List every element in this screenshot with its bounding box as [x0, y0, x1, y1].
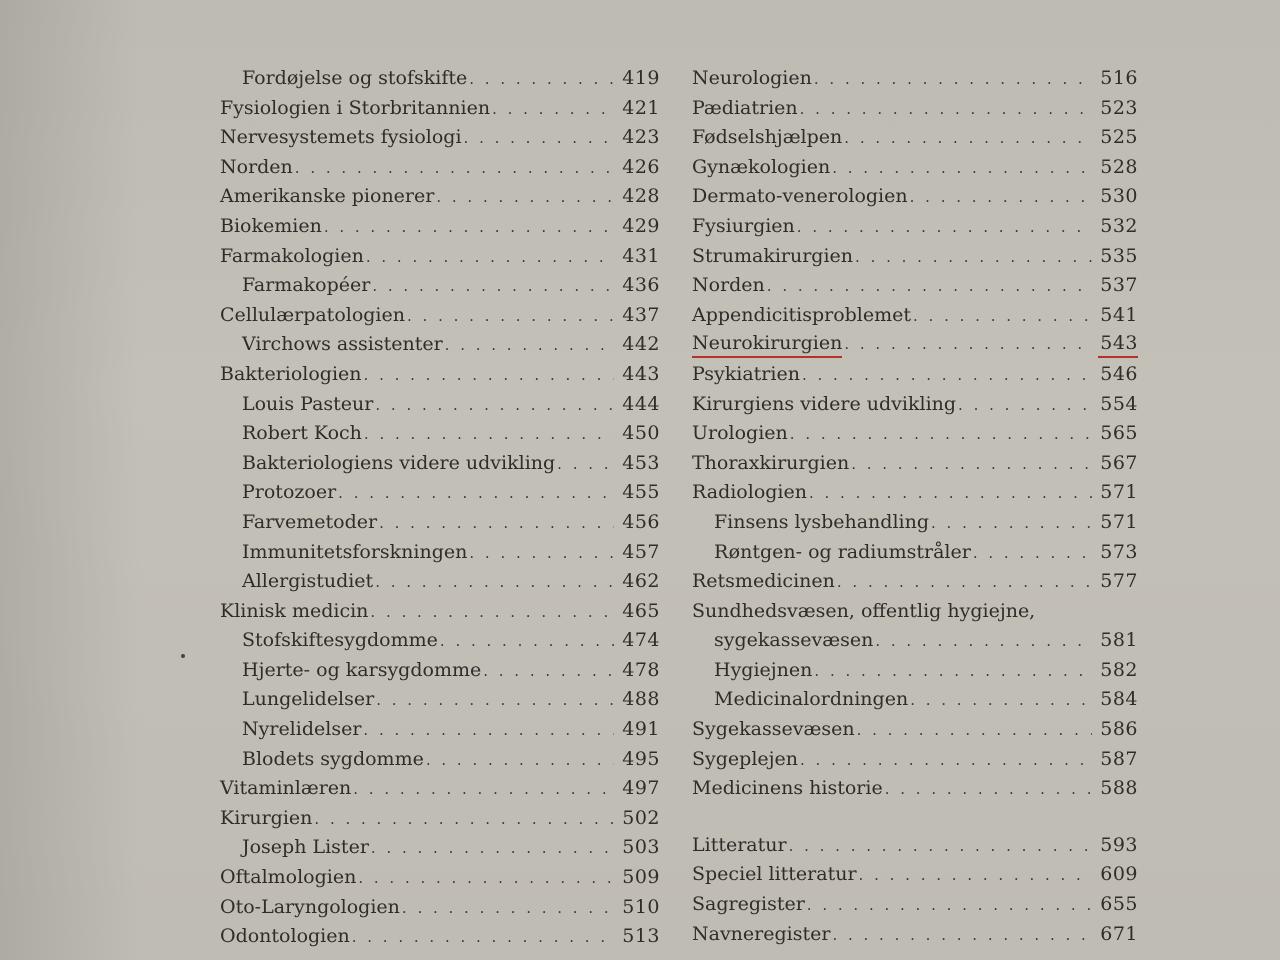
- dot-leader: [483, 657, 614, 687]
- toc-entry-page: 437: [622, 303, 660, 326]
- toc-entry-page: 431: [622, 244, 660, 267]
- dot-leader: [958, 391, 1092, 421]
- toc-entry-page: 491: [622, 718, 660, 741]
- toc-entry-page: 513: [622, 925, 660, 948]
- toc-entry-page: 455: [622, 481, 660, 504]
- toc-entry-page: 671: [1100, 922, 1138, 945]
- toc-entry-title: Stofskiftesygdomme: [242, 629, 438, 652]
- dot-leader: [844, 124, 1092, 154]
- toc-entry-page: 442: [622, 333, 660, 356]
- toc-entry-title: Hygiejnen: [714, 658, 813, 681]
- toc-entry-title: Retsmedicinen: [692, 570, 835, 593]
- dot-leader: [844, 330, 1092, 360]
- toc-entry: [692, 745, 1138, 775]
- toc-entry-page: 587: [1100, 747, 1138, 770]
- toc-entry-page: 593: [1100, 833, 1138, 856]
- toc-entry-title: Farmakologien: [220, 244, 364, 267]
- toc-entry: [220, 242, 660, 272]
- toc-entry-title: Nervesystemets fysiologi: [220, 126, 462, 149]
- dot-leader: [375, 568, 614, 598]
- toc-entry: [692, 920, 1138, 950]
- dot-leader: [464, 124, 614, 154]
- toc-entry: [220, 153, 660, 183]
- dot-leader: [814, 657, 1092, 687]
- toc-entry: [220, 271, 660, 301]
- toc-entry-page: 571: [1100, 510, 1138, 533]
- toc-entry: [692, 890, 1138, 920]
- dot-leader: [372, 272, 614, 302]
- toc-entry-page: 567: [1100, 451, 1138, 474]
- toc-entry-title: Bakteriologien: [220, 362, 362, 385]
- toc-entry: [220, 567, 660, 597]
- toc-entry: [220, 301, 660, 331]
- toc-entry-title: Thoraxkirurgien: [692, 451, 850, 474]
- toc-entry-title: Amerikanske pionerer: [220, 185, 435, 208]
- dot-leader: [832, 921, 1092, 951]
- dot-leader: [469, 539, 614, 569]
- toc-entry: [220, 360, 660, 390]
- toc-entry-title: Neurokirurgien: [692, 331, 842, 358]
- toc-entry-page: 465: [622, 599, 660, 622]
- toc-entry: [220, 419, 660, 449]
- toc-entry: [692, 271, 1138, 301]
- toc-entry-page: 577: [1100, 570, 1138, 593]
- toc-entry-title: Joseph Lister: [242, 836, 369, 859]
- toc-entry-title: Dermato-venerologien: [692, 185, 908, 208]
- toc-entry-page: 584: [1100, 688, 1138, 711]
- dot-leader: [859, 861, 1092, 891]
- toc-entry-title: Protozoer: [242, 481, 337, 504]
- dot-leader: [557, 450, 614, 480]
- dot-leader: [295, 154, 614, 184]
- toc-entry: [220, 804, 660, 834]
- dot-leader: [492, 95, 614, 125]
- toc-entry-page: 421: [622, 96, 660, 119]
- toc-entry-title: Psykiatrien: [692, 362, 800, 385]
- toc-entry-title: Farmakopéer: [242, 274, 371, 297]
- toc-entry-title: Strumakirurgien: [692, 244, 854, 267]
- dot-leader: [358, 864, 614, 894]
- dot-leader: [931, 509, 1092, 539]
- toc-entry-page: 537: [1100, 274, 1138, 297]
- dot-leader: [352, 923, 614, 953]
- toc-entry-title: Pædiatrien: [692, 96, 798, 119]
- toc-entry: [692, 685, 1138, 715]
- toc-entry-title: Urologien: [692, 422, 788, 445]
- toc-entry: [220, 94, 660, 124]
- toc-entry-title: Robert Koch: [242, 422, 362, 445]
- toc-entry-page: 497: [622, 777, 660, 800]
- toc-entry-page: 525: [1100, 126, 1138, 149]
- toc-entry: [220, 538, 660, 568]
- toc-entry-page: 581: [1100, 629, 1138, 652]
- toc-entry-title: Oto-Laryngologien: [220, 895, 400, 918]
- toc-entry-page: 457: [622, 540, 660, 563]
- toc-entry: [692, 567, 1138, 597]
- toc-entry-page: 532: [1100, 214, 1138, 237]
- toc-entry-title: Oftalmologien: [220, 866, 357, 889]
- toc-entry-title: Røntgen- og radiumstråler: [714, 540, 971, 563]
- toc-entry-page: 609: [1100, 863, 1138, 886]
- dot-leader: [371, 834, 614, 864]
- toc-entry: [692, 715, 1138, 745]
- toc-entry: [220, 922, 660, 952]
- toc-entry-page: 423: [622, 126, 660, 149]
- dot-leader: [402, 894, 614, 924]
- toc-entry: [692, 508, 1138, 538]
- toc-entry: [220, 449, 660, 479]
- toc-entry-page: 488: [622, 688, 660, 711]
- dot-leader: [363, 716, 614, 746]
- dot-leader: [375, 391, 614, 421]
- toc-entry-page: 419: [622, 67, 660, 89]
- toc-entry-title: Finsens lysbehandling: [714, 510, 930, 533]
- dot-leader: [370, 598, 614, 628]
- toc-entry-title: Medicinalordningen: [714, 688, 909, 711]
- dot-leader: [807, 891, 1092, 921]
- toc-entry-page: 474: [622, 629, 660, 652]
- toc-entry: [692, 656, 1138, 686]
- toc-entry-title: Bakteriologiens videre udvikling: [242, 451, 556, 474]
- toc-entry: [220, 123, 660, 153]
- toc-entry-page: 510: [622, 895, 660, 918]
- dot-leader: [885, 775, 1092, 805]
- toc-entry: [692, 301, 1138, 331]
- toc-entry-title: Norden: [692, 274, 765, 297]
- toc-entry-title: Neurologien: [692, 67, 812, 89]
- toc-entry-title: Blodets sygdomme: [242, 747, 424, 770]
- toc-entry: [692, 538, 1138, 568]
- dot-leader: [800, 746, 1092, 776]
- toc-entry-page: 453: [622, 451, 660, 474]
- dot-leader: [379, 509, 614, 539]
- toc-entry: [692, 64, 1138, 94]
- toc-entry: [220, 508, 660, 538]
- toc-entry: [220, 745, 660, 775]
- toc-entry-page: 456: [622, 510, 660, 533]
- toc-entry-page: 541: [1100, 303, 1138, 326]
- toc-entry-title: Hjerte- og karsygdomme: [242, 658, 482, 681]
- toc-entry-title: Allergistudiet: [242, 570, 374, 593]
- toc-entry-title: Sygekassevæsen: [692, 718, 855, 741]
- toc-entry-title: Farvemetoder: [242, 510, 378, 533]
- toc-entry: [692, 390, 1138, 420]
- toc-right-column: [692, 64, 1138, 949]
- toc-entry: [220, 478, 660, 508]
- toc-entry-page: 502: [622, 806, 660, 829]
- toc-entry-title: Vitaminlæren: [220, 777, 352, 800]
- dot-leader: [338, 479, 614, 509]
- toc-entry-title: Immunitetsforskningen: [242, 540, 468, 563]
- toc-entry-page: 530: [1100, 185, 1138, 208]
- toc-entry-page: 565: [1100, 422, 1138, 445]
- dot-leader: [364, 420, 614, 450]
- toc-entry-page: 462: [622, 570, 660, 593]
- toc-entry-title: sygekassevæsen: [714, 629, 874, 652]
- toc-entry-page: 428: [622, 185, 660, 208]
- toc-entry: [692, 153, 1138, 183]
- toc-entry-page: 546: [1100, 362, 1138, 385]
- toc-entry: [692, 242, 1138, 272]
- dot-leader: [855, 243, 1092, 273]
- toc-entry-title: Speciel litteratur: [692, 863, 857, 886]
- dot-leader: [800, 95, 1092, 125]
- dot-leader: [469, 65, 614, 95]
- dot-leader: [366, 243, 614, 273]
- dot-leader: [802, 361, 1092, 391]
- toc-entry: [220, 774, 660, 804]
- dot-leader: [809, 479, 1092, 509]
- toc-entry-page: 582: [1100, 658, 1138, 681]
- section-gap: [692, 804, 1138, 831]
- toc-entry: [692, 182, 1138, 212]
- toc-entry-page: 509: [622, 866, 660, 889]
- toc-entry: [220, 390, 660, 420]
- toc-entry-page: 655: [1100, 893, 1138, 916]
- toc-entry-title: Nyrelidelser: [242, 718, 362, 741]
- dot-leader: [910, 686, 1092, 716]
- dot-leader: [910, 183, 1092, 213]
- toc-entry: [692, 419, 1138, 449]
- dot-leader: [376, 686, 614, 716]
- dot-leader: [314, 805, 614, 835]
- dot-leader: [913, 302, 1092, 332]
- toc-entry: [692, 831, 1138, 861]
- toc-entry: [692, 449, 1138, 479]
- toc-entry-title: Fordøjelse og stofskifte: [242, 67, 468, 89]
- toc-entry-title: Louis Pasteur: [242, 392, 374, 415]
- toc-entry-title: Lungelidelser: [242, 688, 375, 711]
- toc-entry-page: 554: [1100, 392, 1138, 415]
- toc-entry-page: 503: [622, 836, 660, 859]
- toc-entry: [692, 774, 1138, 804]
- toc-entry: [220, 64, 660, 94]
- dot-leader: [790, 420, 1092, 450]
- dot-leader: [426, 746, 614, 776]
- toc-entry-page: 450: [622, 422, 660, 445]
- toc-entry: [692, 626, 1138, 656]
- dot-leader: [832, 154, 1092, 184]
- dot-leader: [407, 302, 614, 332]
- toc-entry-title: Sundhedsvæsen, offentlig hygiejne,: [692, 599, 1036, 622]
- toc-entry-page: 535: [1100, 244, 1138, 267]
- toc-entry: [220, 685, 660, 715]
- toc-entry-title: Cellulærpatologien: [220, 303, 405, 326]
- toc-entry-highlighted: [692, 330, 1138, 360]
- dot-leader: [440, 627, 614, 657]
- toc-entry-title: Medicinens historie: [692, 777, 883, 800]
- toc-entry-page: 516: [1100, 67, 1138, 89]
- toc-entry-title: Fysiurgien: [692, 214, 795, 237]
- toc-entry: [220, 212, 660, 242]
- toc-entry: [220, 863, 660, 893]
- toc-left-column: [220, 64, 660, 952]
- dot-leader: [973, 539, 1092, 569]
- toc-entry-title: Radiologien: [692, 481, 807, 504]
- toc-entry: [692, 123, 1138, 153]
- toc-entry-page: 443: [622, 362, 660, 385]
- dot-leader: [851, 450, 1092, 480]
- dot-leader: [797, 213, 1092, 243]
- toc-entry: [692, 360, 1138, 390]
- dot-leader: [789, 832, 1092, 862]
- toc-entry-title: Navneregister: [692, 922, 831, 945]
- toc-entry-title: Klinisk medicin: [220, 599, 369, 622]
- dot-leader: [875, 627, 1092, 657]
- toc-entry-title: Litteratur: [692, 833, 787, 856]
- toc-entry-page: 543: [1098, 331, 1138, 358]
- paper-speck: [181, 654, 185, 658]
- toc-entry-title: Virchows assistenter: [242, 333, 443, 356]
- toc-entry-title: Kirurgien: [220, 806, 313, 829]
- toc-entry-page: 444: [622, 392, 660, 415]
- toc-entry-title: Gynækologien: [692, 155, 831, 178]
- toc-entry-title: Norden: [220, 155, 293, 178]
- toc-entry-title: Biokemien: [220, 214, 322, 237]
- dot-leader: [364, 361, 614, 391]
- page-gutter-shadow: [0, 0, 140, 960]
- toc-entry: [220, 893, 660, 923]
- toc-entry-title: Fødselshjælpen: [692, 126, 843, 149]
- toc-entry-title: Odontologien: [220, 925, 350, 948]
- dot-leader: [353, 775, 614, 805]
- toc-entry-page: 429: [622, 214, 660, 237]
- dot-leader: [767, 272, 1092, 302]
- toc-entry-page: 573: [1100, 540, 1138, 563]
- toc-entry-page: 426: [622, 155, 660, 178]
- dot-leader: [324, 213, 614, 243]
- toc-entry-title: Fysiologien i Storbritannien: [220, 96, 491, 119]
- toc-entry-title: Sygeplejen: [692, 747, 799, 770]
- toc-entry: [220, 182, 660, 212]
- toc-entry-page: 528: [1100, 155, 1138, 178]
- toc-entry-page: 523: [1100, 96, 1138, 119]
- toc-entry-title: Appendicitisproblemet: [692, 303, 912, 326]
- dot-leader: [837, 568, 1092, 598]
- dot-leader: [436, 183, 614, 213]
- dot-leader: [857, 716, 1092, 746]
- toc-entry-page: 571: [1100, 481, 1138, 504]
- toc-entry-page: 588: [1100, 777, 1138, 800]
- toc-entry: [220, 626, 660, 656]
- toc-entry: [692, 94, 1138, 124]
- dot-leader: [814, 65, 1092, 95]
- toc-entry-page: 436: [622, 274, 660, 297]
- toc-entry-title: Kirurgiens videre udvikling: [692, 392, 957, 415]
- toc-entry-page: 478: [622, 658, 660, 681]
- toc-entry: [220, 833, 660, 863]
- toc-entry: [220, 330, 660, 360]
- toc-entry: [692, 478, 1138, 508]
- toc-entry: [220, 715, 660, 745]
- dot-leader: [445, 331, 614, 361]
- toc-entry: [692, 597, 1138, 627]
- toc-entry-page: 495: [622, 747, 660, 770]
- toc-entry-page: 586: [1100, 718, 1138, 741]
- toc-entry: [692, 212, 1138, 242]
- toc-entry: [220, 597, 660, 627]
- toc-entry-title: Sagregister: [692, 893, 805, 916]
- toc-entry: [220, 656, 660, 686]
- toc-entry: [692, 860, 1138, 890]
